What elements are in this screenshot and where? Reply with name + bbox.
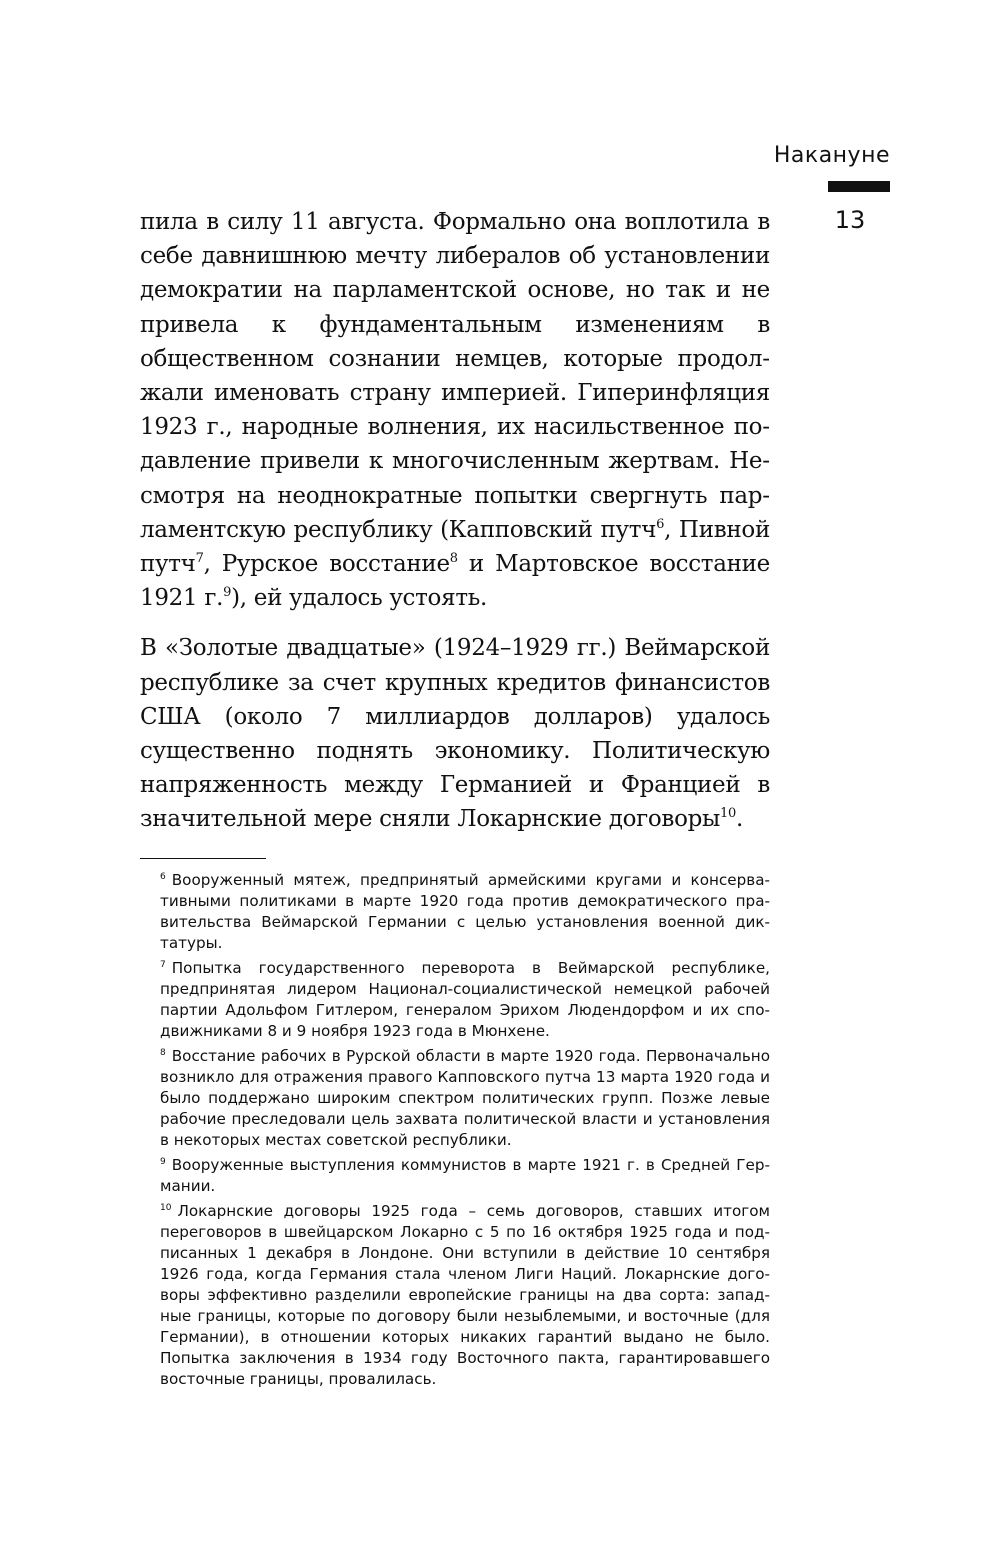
footnote-text: Восстание рабочих в Рурской области в марте 1920 года. Первоначально возникло для отражения правого Капповского путча 13 марта 1920 года и было поддержано широким спектром политических групп. Позже левые рабочие преследовали цель захвата политической власти и установления в некоторых местах советской республики.: [160, 1047, 770, 1149]
footnote-9: [160, 1155, 770, 1197]
text-segment: , Пивной путч: [140, 516, 770, 578]
footnote-separator: [140, 858, 266, 859]
text-segment: В «Золотые двадцатые» (1924–1929 гг.) Веймарской республике за счет крупных кредитов финансистов США (около 7 миллиардов долларов) удалось существенно поднять экономику. Политическую напряженность между Германией и Францией в значительной мере сняли Локарнские договоры: [140, 635, 770, 833]
footnote-text: Попытка государственного переворота в Веймарской республике, предпринятая лидером Национал-социалистической немецкой рабочей партии Адольфом Гитлером, генералом Эрихом Людендорфом и их сподвижниками 8 и 9 ноября 1923 года в Мюнхене.: [160, 959, 770, 1040]
text-segment: ), ей удалось устоять.: [231, 585, 487, 612]
main-text: [140, 205, 770, 837]
running-head-rule: [828, 181, 890, 192]
footnote-number: 9: [160, 1157, 166, 1167]
paragraph-1: [140, 205, 770, 615]
footnote-ref-9[interactable]: 9: [223, 585, 232, 601]
footnote-ref-6[interactable]: 6: [656, 516, 665, 532]
footnote-6: [160, 870, 770, 954]
text-segment: , Рурское восстание: [203, 551, 450, 578]
footnote-number: 10: [160, 1203, 172, 1213]
footnote-10: [160, 1201, 770, 1390]
text-segment: .: [736, 806, 744, 833]
footnote-number: 6: [160, 872, 166, 882]
paragraph-2: [140, 631, 770, 836]
text-segment: и Мартовское восстание 1921 г.: [140, 551, 770, 612]
footnote-text: Локарнские договоры 1925 года – семь договоров, ставших итогом переговоров в швейцарском Локарно с 5 по 16 октября 1925 года и подписанных 1 декабря в Лондоне. Они вступили в действие 10 сентября 1926 года, когда Германия стала членом Лиги Наций. Локарнские договоры эффективно разделили европейские границы на два сорта: западные границы, которые по договору были незыблемыми, и восточные (для Германии), в отношении которых никаких гарантий выдано не было. Попытка заключения в 1934 году Восточного пакта, гарантировавшего восточные границы, провалилась.: [160, 1202, 770, 1388]
footnote-7: [160, 958, 770, 1042]
footnote-8: [160, 1046, 770, 1151]
footnote-text: Вооруженные выступления коммунистов в марте 1921 г. в Средней Германии.: [160, 1156, 770, 1195]
text-segment: пила в силу 11 августа. Формально она воплотила в себе давнишнюю мечту либералов об установлении демократии на парламентской основе, но так и не привела к фундаментальным изменениям в общественном сознании немцев, которые продолжали именовать страну империей. Гиперинфляция 1923 г., народные волнения, их насильственное подавление привели к многочисленным жертвам. Несмотря на неоднократные попытки свергнуть парламентскую республику (Капповский путч: [140, 209, 770, 543]
footnote-text: Вооруженный мятеж, предпринятый армейскими кругами и консервативными политиками в марте 1920 года против демократического правительства Веймарской Германии с целью установления военной диктатуры.: [160, 871, 770, 952]
footnote-ref-10[interactable]: 10: [720, 806, 736, 822]
footnote-ref-7[interactable]: 7: [195, 551, 204, 567]
footnotes: [160, 870, 770, 1394]
footnote-number: 7: [160, 960, 166, 970]
footnote-number: 8: [160, 1048, 166, 1058]
page-number: 13: [834, 206, 866, 234]
footnote-ref-8[interactable]: 8: [449, 551, 458, 567]
running-head: Накануне: [773, 143, 890, 168]
